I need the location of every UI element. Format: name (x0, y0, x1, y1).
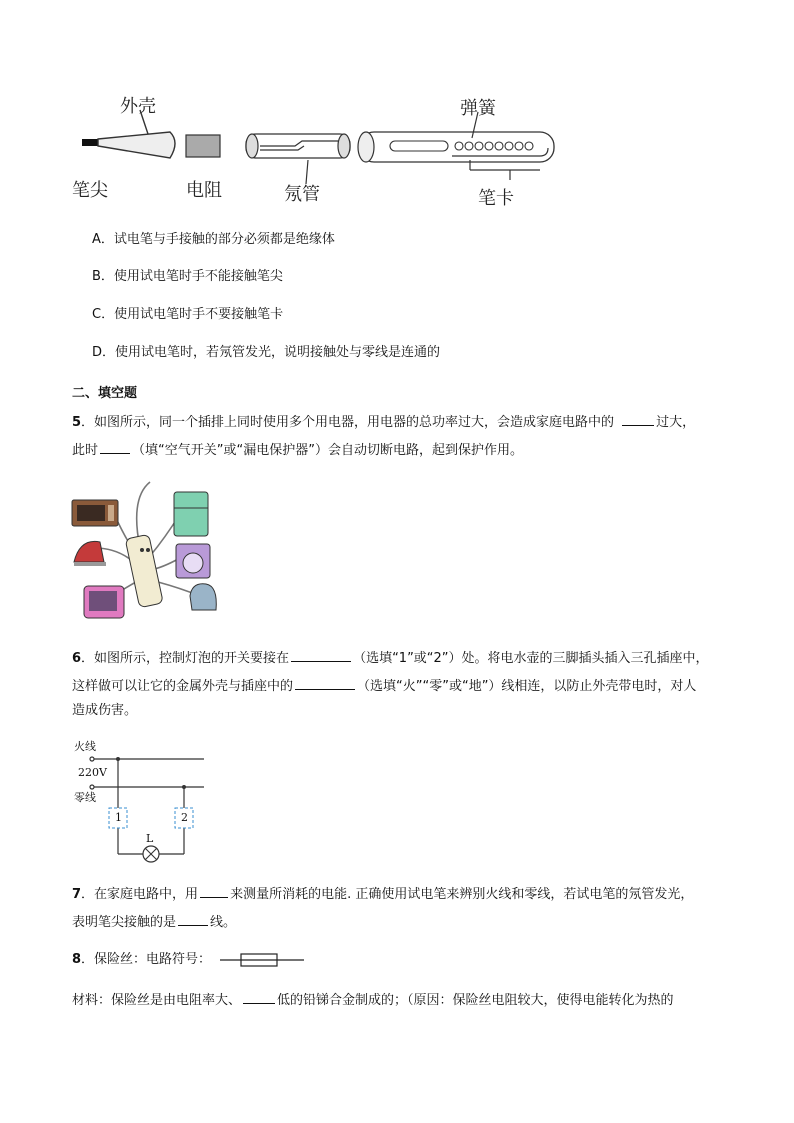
iron-illustration (74, 541, 106, 566)
power-strip-illustration (125, 534, 163, 607)
label-spring: 弹簧 (460, 98, 496, 119)
question-text: ．在家庭电路中，用 (81, 887, 199, 902)
question-7-line-2 (72, 912, 236, 932)
circuit-voltage-label: 220V (78, 766, 107, 779)
answer-blank[interactable] (291, 648, 351, 662)
question-text: 此时 (72, 443, 99, 458)
question-8-line-1 (72, 951, 211, 969)
question-5-line-2 (72, 440, 523, 460)
question-number: 8 (72, 952, 82, 967)
circuit-pos2-label: 2 (181, 811, 188, 824)
option-d[interactable] (92, 344, 440, 362)
pen-tip (82, 139, 98, 146)
question-5-line-1 (72, 412, 695, 432)
label-neon-tube: 氖管 (284, 184, 320, 205)
option-letter: A． (92, 232, 114, 247)
option-letter: C． (92, 307, 115, 322)
question-6-line-3: 造成伤害。 (72, 703, 138, 718)
answer-blank[interactable] (100, 440, 130, 454)
option-text: 使用试电笔时手不能接触笔尖 (113, 269, 283, 284)
question-text: ．保险丝：电路符号： (81, 952, 212, 967)
option-letter: B． (92, 269, 114, 284)
question-text: 材料：保险丝是由电阻率大、 (72, 993, 242, 1008)
question-7-line-1 (72, 884, 693, 904)
question-text: 低的铅锑合金制成的；（原因：保险丝电阻较大，使得电能转化为热的 (277, 993, 674, 1008)
question-number: 7 (72, 887, 82, 902)
fuse-symbol-icon (220, 951, 304, 969)
question-text: （填“空气开关”或“漏电保护器”）会自动切断电路，起到保护作用。 (132, 443, 523, 458)
kettle-illustration (190, 584, 216, 610)
question-text: 过大， (656, 415, 696, 430)
question-text: 这样做可以让它的金属外壳与插座中的 (72, 679, 294, 694)
question-text: ．如图所示，控制灯泡的开关要接在 (81, 651, 290, 666)
answer-blank[interactable] (178, 912, 208, 926)
overloaded-socket-illustration (70, 478, 226, 626)
neon-tube-part (246, 134, 350, 184)
question-text: 表明笔尖接触的是 (72, 915, 177, 930)
option-text: 使用试电笔时手不要接触笔卡 (114, 307, 284, 322)
circuit-live-label: 火线 (74, 740, 96, 753)
option-text: 使用试电笔时，若氖管发光，说明接触处与零线是连通的 (115, 345, 441, 360)
question-text: （选填“1”或“2”）处。将电水壶的三脚插头插入三孔插座中， (353, 651, 709, 666)
pen-barrel-part (358, 112, 554, 180)
circuit-pos1-label: 1 (115, 811, 122, 824)
resistor-part (186, 135, 220, 157)
label-resistor: 电阻 (186, 180, 222, 201)
tv-illustration (84, 586, 124, 618)
circuit-neutral-label: 零线 (74, 791, 96, 804)
pen-shell (98, 132, 175, 158)
section-title: 二、填空题 (72, 386, 138, 401)
label-tip: 笔尖 (72, 180, 108, 201)
question-6-line-2 (72, 676, 696, 696)
microwave-illustration (72, 500, 118, 526)
washing-machine-illustration (176, 544, 210, 578)
question-number: 5 (72, 415, 82, 430)
option-c[interactable] (92, 306, 283, 324)
question-text: （选填“火”“零”或“地”）线相连，以防止外壳带电时，对人 (357, 679, 697, 694)
question-number: 6 (72, 651, 82, 666)
answer-blank[interactable] (295, 676, 355, 690)
question-8-line-2 (72, 990, 674, 1010)
lamp-icon (143, 846, 159, 862)
label-shell: 外壳 (120, 96, 156, 117)
option-letter: D． (92, 345, 116, 360)
question-text: 线。 (210, 915, 237, 930)
option-a[interactable] (92, 231, 335, 249)
question-text: 来测量所消耗的电能. 正确使用试电笔来辨别火线和零线，若试电笔的氖管发光， (230, 887, 694, 902)
circuit-lamp-label: L (146, 832, 154, 845)
answer-blank[interactable] (622, 412, 654, 426)
question-text: ．如图所示，同一个插排上同时使用多个用电器，用电器的总功率过大，会造成家庭电路中的 (81, 415, 615, 430)
label-clip: 笔卡 (478, 188, 514, 209)
answer-blank[interactable] (243, 990, 275, 1004)
answer-blank[interactable] (200, 884, 228, 898)
option-b[interactable] (92, 268, 283, 286)
option-text: 试电笔与手接触的部分必须都是绝缘体 (113, 232, 335, 247)
refrigerator-illustration (174, 492, 208, 536)
question-6-line-1 (72, 648, 709, 668)
